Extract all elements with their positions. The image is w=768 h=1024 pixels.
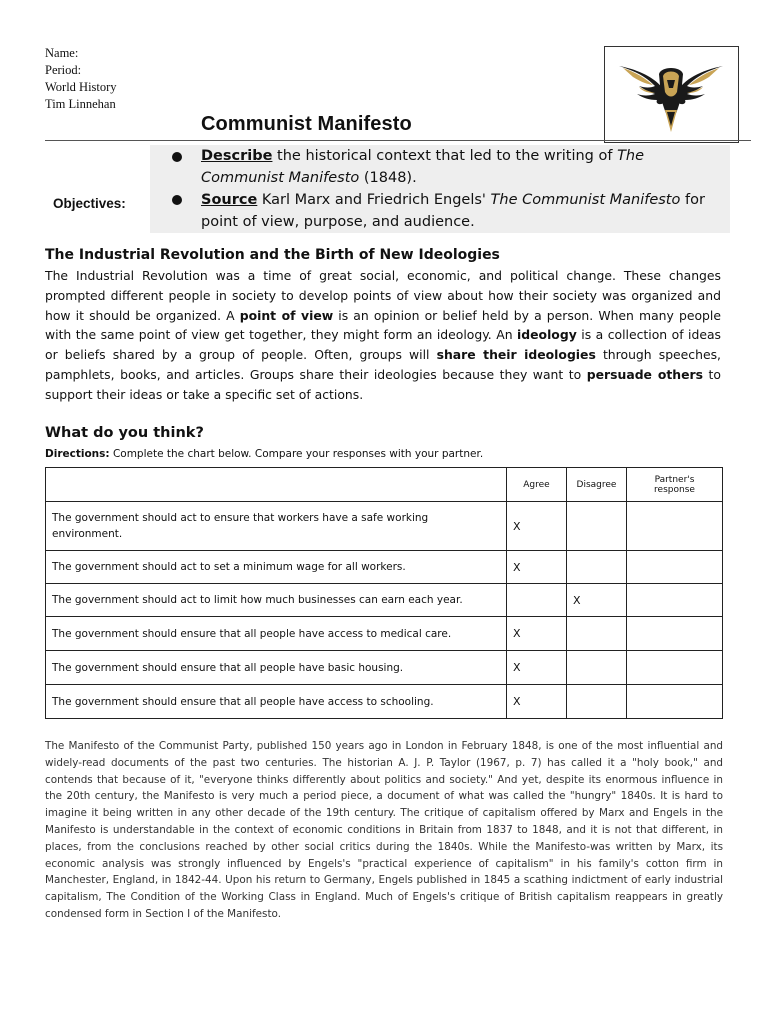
partner-cell[interactable]	[627, 584, 723, 617]
disagree-cell[interactable]	[567, 617, 627, 651]
statement-cell: The government should ensure that all people have access to medical care.	[46, 617, 507, 651]
header-cell	[46, 468, 507, 502]
disagree-cell[interactable]: X	[567, 584, 627, 617]
key-term: share their ideologies	[436, 347, 596, 363]
table-row	[46, 551, 723, 584]
objective-text: Karl Marx and Friedrich Engels'	[257, 192, 491, 208]
paragraph-text: is a collection of ideas or beliefs shared by a group of people. Often, groups will	[45, 327, 722, 363]
chart-header-row	[46, 468, 723, 502]
eagle-logo-icon	[611, 52, 731, 137]
name-label: Name:	[45, 46, 79, 60]
section-heading: What do you think?	[45, 425, 204, 441]
directions-label: Directions:	[45, 448, 110, 460]
table-row	[46, 651, 723, 685]
key-term: point of view	[239, 307, 334, 323]
disagree-cell[interactable]	[567, 651, 627, 685]
page-title: Communist Manifesto	[201, 113, 412, 135]
paragraph-text: through speeches, pamphlets, books, and articles. Groups share their ideologies because they want to	[45, 347, 721, 382]
opinion-chart	[45, 467, 723, 719]
objective-verb: Source	[201, 192, 258, 208]
agree-cell[interactable]: X	[507, 617, 567, 651]
bullet-icon	[172, 195, 182, 205]
disagree-cell[interactable]	[567, 551, 627, 584]
header-cell: Agree	[507, 468, 567, 502]
teacher-name: Tim Linnehan	[45, 97, 116, 111]
paragraph-text: to support their ideas or take a specific set of actions.	[45, 366, 721, 402]
partner-cell[interactable]	[627, 651, 723, 685]
key-term: persuade others	[586, 366, 704, 382]
section-heading: The Industrial Revolution and the Birth of New Ideologies	[45, 247, 500, 263]
period-label: Period:	[45, 63, 82, 77]
objective-title: The Communist Manifesto	[201, 148, 645, 186]
partner-cell[interactable]	[627, 502, 723, 551]
objective-item	[201, 189, 721, 233]
directions	[45, 448, 483, 460]
objective-text: the historical context that led to the writing of	[272, 148, 618, 164]
student-header	[45, 45, 117, 113]
objective-item	[201, 145, 721, 189]
header-cell: Partner's response	[627, 468, 723, 502]
partner-cell[interactable]	[627, 685, 723, 719]
table-row	[46, 617, 723, 651]
intro-paragraph	[45, 266, 721, 405]
reading-passage: The Manifesto of the Communist Party, published 150 years ago in London in February 1848, is one of the most influential and widely-read documents of the past two centuries. The historian A. J. P. Taylor (1967, p. 7) has called it a "holy book," and contends that because of it, "everyone thinks differently about politics and society." And yet, despite its enormous influence in the 20th century, the Manifesto is very much a period piece, a document of what was called the "hungry" 1840s. It is hard to imagine it being written in any other decade of the 19th century. The critique of capitalism offered by Marx and Engels in the Manifesto is understandable in the context of economic conditions in Britain from 1837 to 1848, and it is not that different, in places, from the conclusions reached by other social critics during the 1840s. While the Manifesto-was written by Marx, its economic analysis was strongly influenced by Engels's "practical experience of capitalism" in his family's cotton firm in Manchester, England, in 1842-44. Upon his return to Germany, Engels published in 1845 a scathing indictment of early industrial capitalism, The Condition of the Working Class in England. Much of Engels's critique of British capitalism reappears in greatly condensed form in Section I of the Manifesto.	[45, 740, 723, 920]
agree-cell[interactable]: X	[507, 651, 567, 685]
course-name: World History	[45, 80, 117, 94]
disagree-cell[interactable]	[567, 685, 627, 719]
table-row	[46, 584, 723, 617]
statement-cell: The government should act to set a minimum wage for all workers.	[46, 551, 507, 584]
agree-cell[interactable]: X	[507, 502, 567, 551]
statement-cell: The government should ensure that all people have basic housing.	[46, 651, 507, 685]
table-row	[46, 502, 723, 551]
school-logo	[604, 46, 739, 143]
disagree-cell[interactable]	[567, 502, 627, 551]
statement-cell: The government should act to ensure that workers have a safe working environment.	[46, 502, 507, 551]
objective-title: The Communist Manifesto	[490, 192, 681, 208]
objective-text: (1848).	[359, 170, 417, 186]
objectives-label: Objectives:	[53, 196, 126, 211]
objective-verb: Describe	[201, 148, 273, 164]
bullet-icon	[172, 152, 182, 162]
agree-cell[interactable]: X	[507, 551, 567, 584]
directions-text: Complete the chart below. Compare your responses with your partner.	[109, 448, 484, 460]
agree-cell[interactable]	[507, 584, 567, 617]
statement-cell: The government should ensure that all people have access to schooling.	[46, 685, 507, 719]
objective-text: for point of view, purpose, and audience.	[201, 192, 705, 230]
header-cell: Disagree	[567, 468, 627, 502]
paragraph-text: The Industrial Revolution was a time of great social, economic, and political change. These changes prompted different people in society to develop points of view about how their society was organized and how it should be organized. A	[45, 268, 721, 323]
partner-cell[interactable]	[627, 551, 723, 584]
key-term: ideology	[517, 327, 577, 343]
paragraph-text: is an opinion or belief held by a person. When many people with the same point of view get together, they might form an ideology. An	[45, 307, 721, 343]
agree-cell[interactable]: X	[507, 685, 567, 719]
partner-cell[interactable]	[627, 617, 723, 651]
title-divider	[45, 140, 751, 141]
table-row	[46, 685, 723, 719]
statement-cell: The government should act to limit how much businesses can earn each year.	[46, 584, 507, 617]
